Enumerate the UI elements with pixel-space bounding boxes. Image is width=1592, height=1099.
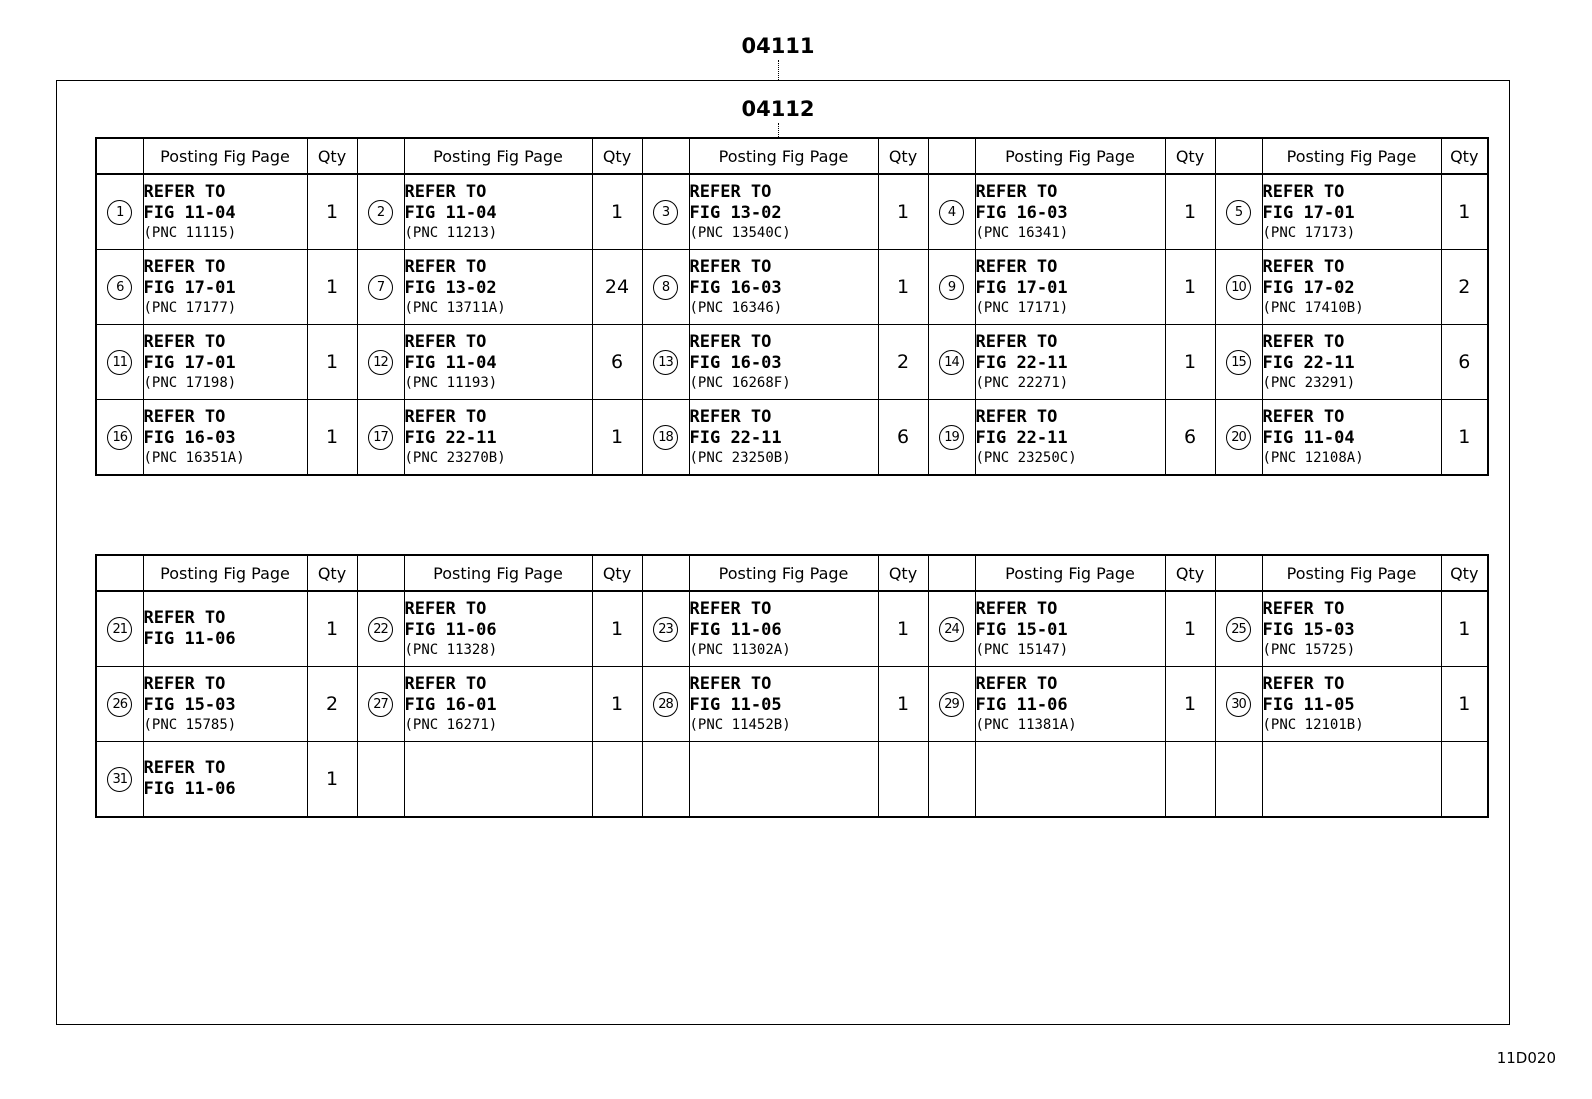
item-number-circle: 4	[939, 200, 964, 225]
refer-to-text: REFER TO	[143, 181, 226, 202]
refer-to-text: REFER TO	[975, 673, 1058, 694]
refer-to-text: REFER TO	[689, 181, 772, 202]
figure-reference: FIG 11-06	[143, 629, 236, 649]
refer-to-text: REFER TO	[143, 608, 226, 628]
item-reference-cell	[143, 174, 307, 250]
header-posting-cell: Posting Fig Page	[975, 555, 1165, 591]
figure-reference: FIG 22-11	[1262, 352, 1355, 373]
figure-reference: FIG 11-06	[689, 619, 782, 640]
figure-reference: FIG 15-03	[1262, 619, 1355, 640]
empty-cell	[642, 742, 689, 818]
table-row	[96, 667, 1488, 742]
item-number-circle: 7	[368, 275, 393, 300]
refer-to-text: REFER TO	[404, 331, 487, 352]
pnc-reference: (PNC 17198)	[143, 374, 237, 391]
item-reference-cell	[143, 742, 307, 818]
empty-cell	[1262, 742, 1441, 818]
item-number-cell	[1215, 174, 1262, 250]
header-number-cell	[96, 138, 143, 174]
item-reference-cell	[689, 400, 878, 476]
item-number-cell	[642, 325, 689, 400]
empty-cell	[592, 742, 642, 818]
figure-reference: FIG 11-04	[143, 202, 236, 223]
header-number-cell	[642, 555, 689, 591]
item-number-cell	[928, 174, 975, 250]
pnc-reference: (PNC 16271)	[404, 716, 498, 733]
item-qty-cell: 1	[592, 400, 642, 476]
item-number-circle: 29	[939, 692, 964, 717]
refer-to-text: REFER TO	[689, 406, 772, 427]
item-reference-cell	[689, 325, 878, 400]
pnc-reference: (PNC 23270B)	[404, 449, 506, 466]
item-qty-cell: 1	[592, 174, 642, 250]
item-number-circle: 5	[1226, 200, 1251, 225]
item-qty-cell: 1	[878, 591, 928, 667]
header-qty-cell: Qty	[592, 138, 642, 174]
item-reference-cell	[975, 250, 1165, 325]
refer-to-text: REFER TO	[1262, 331, 1345, 352]
refer-to-text: REFER TO	[689, 598, 772, 619]
figure-reference: FIG 22-11	[975, 427, 1068, 448]
refer-to-text: REFER TO	[1262, 598, 1345, 619]
header-qty-cell: Qty	[1165, 138, 1215, 174]
item-qty-cell: 6	[1441, 325, 1488, 400]
pnc-reference: (PNC 11452B)	[689, 716, 791, 733]
empty-cell	[928, 742, 975, 818]
item-number-circle: 23	[653, 617, 678, 642]
item-qty-cell: 1	[1441, 174, 1488, 250]
item-number-cell	[928, 325, 975, 400]
item-qty-cell: 1	[1165, 325, 1215, 400]
item-reference-cell	[975, 667, 1165, 742]
pnc-reference: (PNC 16351A)	[143, 449, 245, 466]
header-number-cell	[96, 555, 143, 591]
item-reference-cell	[975, 400, 1165, 476]
empty-cell	[1441, 742, 1488, 818]
pnc-reference: (PNC 11115)	[143, 224, 237, 241]
pnc-reference: (PNC 16268F)	[689, 374, 791, 391]
figure-reference: FIG 16-03	[975, 202, 1068, 223]
figure-reference: FIG 17-01	[143, 277, 236, 298]
item-qty-cell: 1	[1165, 174, 1215, 250]
header-qty-cell: Qty	[1441, 138, 1488, 174]
pnc-reference: (PNC 23250B)	[689, 449, 791, 466]
item-number-cell	[1215, 667, 1262, 742]
item-reference-cell	[1262, 400, 1441, 476]
item-reference-cell	[404, 667, 592, 742]
figure-reference: FIG 15-01	[975, 619, 1068, 640]
header-number-cell	[928, 555, 975, 591]
item-number-cell	[1215, 400, 1262, 476]
item-number-cell	[357, 250, 404, 325]
item-qty-cell: 6	[592, 325, 642, 400]
item-number-cell	[928, 400, 975, 476]
item-reference-cell	[404, 325, 592, 400]
item-reference-cell	[689, 591, 878, 667]
item-reference-cell	[1262, 325, 1441, 400]
figure-reference: FIG 11-06	[404, 619, 497, 640]
header-qty-cell: Qty	[307, 138, 357, 174]
item-qty-cell: 1	[307, 742, 357, 818]
item-number-cell	[96, 400, 143, 476]
refer-to-text: REFER TO	[404, 598, 487, 619]
refer-to-text: REFER TO	[404, 181, 487, 202]
item-qty-cell: 1	[307, 591, 357, 667]
item-number-circle: 31	[107, 767, 132, 792]
item-number-circle: 30	[1226, 692, 1251, 717]
header-qty-cell: Qty	[592, 555, 642, 591]
pnc-reference: (PNC 13711A)	[404, 299, 506, 316]
pnc-reference: (PNC 16346)	[689, 299, 783, 316]
item-reference-cell	[975, 591, 1165, 667]
figure-reference: FIG 11-04	[1262, 427, 1355, 448]
refer-to-text: REFER TO	[143, 758, 226, 778]
item-number-cell	[1215, 325, 1262, 400]
refer-to-text: REFER TO	[143, 673, 226, 694]
item-number-cell	[642, 667, 689, 742]
item-number-cell	[1215, 250, 1262, 325]
empty-cell	[975, 742, 1165, 818]
item-reference-cell	[1262, 174, 1441, 250]
item-number-cell	[96, 325, 143, 400]
item-number-cell	[642, 591, 689, 667]
pnc-reference: (PNC 17173)	[1262, 224, 1356, 241]
table-row	[96, 591, 1488, 667]
item-qty-cell: 1	[1165, 667, 1215, 742]
table-row	[96, 250, 1488, 325]
assembly-leader-line	[778, 60, 779, 80]
item-qty-cell: 1	[592, 667, 642, 742]
item-number-circle: 13	[653, 350, 678, 375]
item-number-cell	[642, 250, 689, 325]
pnc-reference: (PNC 12108A)	[1262, 449, 1364, 466]
header-posting-cell: Posting Fig Page	[404, 555, 592, 591]
item-qty-cell: 1	[307, 400, 357, 476]
pnc-reference: (PNC 23291)	[1262, 374, 1356, 391]
figure-reference: FIG 11-06	[975, 694, 1068, 715]
item-number-cell	[96, 250, 143, 325]
header-qty-cell: Qty	[307, 555, 357, 591]
refer-to-text: REFER TO	[1262, 673, 1345, 694]
empty-cell	[357, 742, 404, 818]
item-reference-cell	[689, 250, 878, 325]
item-reference-cell	[1262, 250, 1441, 325]
figure-reference: FIG 22-11	[975, 352, 1068, 373]
header-qty-cell: Qty	[1165, 555, 1215, 591]
item-reference-cell	[1262, 591, 1441, 667]
refer-to-text: REFER TO	[975, 181, 1058, 202]
item-number-circle: 10	[1226, 275, 1251, 300]
item-number-circle: 18	[653, 425, 678, 450]
item-number-circle: 21	[107, 617, 132, 642]
item-reference-cell	[143, 325, 307, 400]
pnc-reference: (PNC 23250C)	[975, 449, 1077, 466]
header-posting-cell: Posting Fig Page	[975, 138, 1165, 174]
pnc-reference: (PNC 11213)	[404, 224, 498, 241]
item-qty-cell: 1	[592, 591, 642, 667]
header-number-cell	[357, 555, 404, 591]
item-qty-cell: 1	[1441, 591, 1488, 667]
table-header-row	[96, 138, 1488, 174]
item-number-circle: 6	[107, 275, 132, 300]
refer-to-text: REFER TO	[689, 256, 772, 277]
item-number-circle: 20	[1226, 425, 1251, 450]
figure-reference: FIG 15-03	[143, 694, 236, 715]
item-number-circle: 9	[939, 275, 964, 300]
header-number-cell	[642, 138, 689, 174]
pnc-reference: (PNC 17410B)	[1262, 299, 1364, 316]
item-qty-cell: 2	[307, 667, 357, 742]
figure-reference: FIG 11-04	[404, 352, 497, 373]
header-posting-cell: Posting Fig Page	[689, 555, 878, 591]
refer-to-text: REFER TO	[404, 406, 487, 427]
item-qty-cell: 1	[878, 667, 928, 742]
item-qty-cell: 1	[1165, 591, 1215, 667]
header-posting-cell: Posting Fig Page	[143, 555, 307, 591]
header-posting-cell: Posting Fig Page	[143, 138, 307, 174]
header-qty-cell: Qty	[878, 138, 928, 174]
item-number-cell	[357, 400, 404, 476]
pnc-reference: (PNC 13540C)	[689, 224, 791, 241]
sub-assembly-leader-line	[778, 123, 779, 137]
pnc-reference: (PNC 15785)	[143, 716, 237, 733]
item-reference-cell	[404, 591, 592, 667]
empty-cell	[404, 742, 592, 818]
item-number-cell	[96, 174, 143, 250]
header-number-cell	[1215, 555, 1262, 591]
item-number-cell	[96, 591, 143, 667]
item-number-cell	[928, 250, 975, 325]
refer-to-text: REFER TO	[404, 256, 487, 277]
empty-cell	[1165, 742, 1215, 818]
table-row	[96, 400, 1488, 476]
item-reference-cell	[975, 325, 1165, 400]
item-reference-cell	[143, 250, 307, 325]
item-reference-cell	[404, 400, 592, 476]
item-reference-cell	[143, 400, 307, 476]
pnc-reference: (PNC 12101B)	[1262, 716, 1364, 733]
refer-to-text: REFER TO	[975, 598, 1058, 619]
refer-to-text: REFER TO	[975, 406, 1058, 427]
header-posting-cell: Posting Fig Page	[404, 138, 592, 174]
table-header-row	[96, 555, 1488, 591]
item-qty-cell: 1	[307, 325, 357, 400]
item-reference-cell	[689, 174, 878, 250]
pnc-reference: (PNC 15147)	[975, 641, 1069, 658]
pnc-reference: (PNC 11328)	[404, 641, 498, 658]
refer-to-text: REFER TO	[1262, 181, 1345, 202]
item-number-cell	[642, 400, 689, 476]
item-number-cell	[928, 591, 975, 667]
item-reference-cell	[143, 667, 307, 742]
item-number-circle: 12	[368, 350, 393, 375]
item-number-circle: 28	[653, 692, 678, 717]
figure-reference: FIG 11-04	[404, 202, 497, 223]
item-qty-cell: 24	[592, 250, 642, 325]
item-number-cell	[357, 667, 404, 742]
item-qty-cell: 6	[1165, 400, 1215, 476]
table-row	[96, 742, 1488, 818]
item-number-circle: 26	[107, 692, 132, 717]
refer-to-text: REFER TO	[689, 673, 772, 694]
item-reference-cell	[404, 174, 592, 250]
item-number-cell	[928, 667, 975, 742]
item-number-circle: 25	[1226, 617, 1251, 642]
item-number-circle: 17	[368, 425, 393, 450]
figure-reference: FIG 17-01	[1262, 202, 1355, 223]
pnc-reference: (PNC 11302A)	[689, 641, 791, 658]
item-qty-cell: 2	[1441, 250, 1488, 325]
item-number-circle: 8	[653, 275, 678, 300]
header-posting-cell: Posting Fig Page	[1262, 138, 1441, 174]
parts-table-1	[95, 137, 1489, 476]
pnc-reference: (PNC 11381A)	[975, 716, 1077, 733]
figure-reference: FIG 13-02	[404, 277, 497, 298]
refer-to-text: REFER TO	[975, 256, 1058, 277]
item-reference-cell	[1262, 667, 1441, 742]
figure-reference: FIG 16-03	[689, 352, 782, 373]
empty-cell	[878, 742, 928, 818]
item-qty-cell: 1	[878, 174, 928, 250]
item-qty-cell: 1	[878, 250, 928, 325]
pnc-reference: (PNC 17171)	[975, 299, 1069, 316]
item-number-circle: 24	[939, 617, 964, 642]
figure-reference: FIG 22-11	[689, 427, 782, 448]
item-reference-cell	[143, 591, 307, 667]
refer-to-text: REFER TO	[975, 331, 1058, 352]
item-reference-cell	[689, 667, 878, 742]
figure-reference: FIG 13-02	[689, 202, 782, 223]
header-qty-cell: Qty	[878, 555, 928, 591]
item-qty-cell: 6	[878, 400, 928, 476]
item-number-circle: 1	[107, 200, 132, 225]
item-qty-cell: 1	[1441, 400, 1488, 476]
pnc-reference: (PNC 11193)	[404, 374, 498, 391]
assembly-code: 04111	[741, 34, 815, 58]
figure-reference: FIG 17-01	[975, 277, 1068, 298]
item-number-circle: 15	[1226, 350, 1251, 375]
item-number-cell	[357, 174, 404, 250]
refer-to-text: REFER TO	[143, 256, 226, 277]
item-qty-cell: 1	[1165, 250, 1215, 325]
empty-cell	[689, 742, 878, 818]
item-reference-cell	[404, 250, 592, 325]
header-qty-cell: Qty	[1441, 555, 1488, 591]
refer-to-text: REFER TO	[1262, 256, 1345, 277]
figure-reference: FIG 22-11	[404, 427, 497, 448]
header-number-cell	[1215, 138, 1262, 174]
item-number-circle: 3	[653, 200, 678, 225]
parts-table-2	[95, 554, 1489, 818]
item-number-circle: 2	[368, 200, 393, 225]
item-number-circle: 22	[368, 617, 393, 642]
pnc-reference: (PNC 15725)	[1262, 641, 1356, 658]
item-number-cell	[96, 667, 143, 742]
figure-reference: FIG 11-06	[143, 779, 236, 799]
sub-assembly-code: 04112	[741, 97, 815, 121]
item-number-circle: 19	[939, 425, 964, 450]
refer-to-text: REFER TO	[143, 406, 226, 427]
item-number-circle: 16	[107, 425, 132, 450]
table-row	[96, 325, 1488, 400]
item-number-circle: 14	[939, 350, 964, 375]
pnc-reference: (PNC 17177)	[143, 299, 237, 316]
item-qty-cell: 1	[1441, 667, 1488, 742]
item-number-circle: 27	[368, 692, 393, 717]
table-row	[96, 174, 1488, 250]
figure-code: 11D020	[1496, 1049, 1556, 1067]
item-number-cell	[96, 742, 143, 818]
pnc-reference: (PNC 22271)	[975, 374, 1069, 391]
refer-to-text: REFER TO	[404, 673, 487, 694]
item-number-cell	[357, 591, 404, 667]
item-reference-cell	[975, 174, 1165, 250]
item-qty-cell: 1	[307, 250, 357, 325]
refer-to-text: REFER TO	[1262, 406, 1345, 427]
figure-reference: FIG 11-05	[1262, 694, 1355, 715]
header-posting-cell: Posting Fig Page	[1262, 555, 1441, 591]
figure-reference: FIG 17-01	[143, 352, 236, 373]
figure-reference: FIG 16-03	[143, 427, 236, 448]
pnc-reference: (PNC 16341)	[975, 224, 1069, 241]
header-number-cell	[928, 138, 975, 174]
item-number-cell	[357, 325, 404, 400]
figure-reference: FIG 17-02	[1262, 277, 1355, 298]
empty-cell	[1215, 742, 1262, 818]
item-number-cell	[642, 174, 689, 250]
refer-to-text: REFER TO	[143, 331, 226, 352]
refer-to-text: REFER TO	[689, 331, 772, 352]
item-qty-cell: 2	[878, 325, 928, 400]
figure-reference: FIG 16-01	[404, 694, 497, 715]
header-posting-cell: Posting Fig Page	[689, 138, 878, 174]
figure-reference: FIG 11-05	[689, 694, 782, 715]
item-qty-cell: 1	[307, 174, 357, 250]
figure-reference: FIG 16-03	[689, 277, 782, 298]
item-number-circle: 11	[107, 350, 132, 375]
item-number-cell	[1215, 591, 1262, 667]
header-number-cell	[357, 138, 404, 174]
